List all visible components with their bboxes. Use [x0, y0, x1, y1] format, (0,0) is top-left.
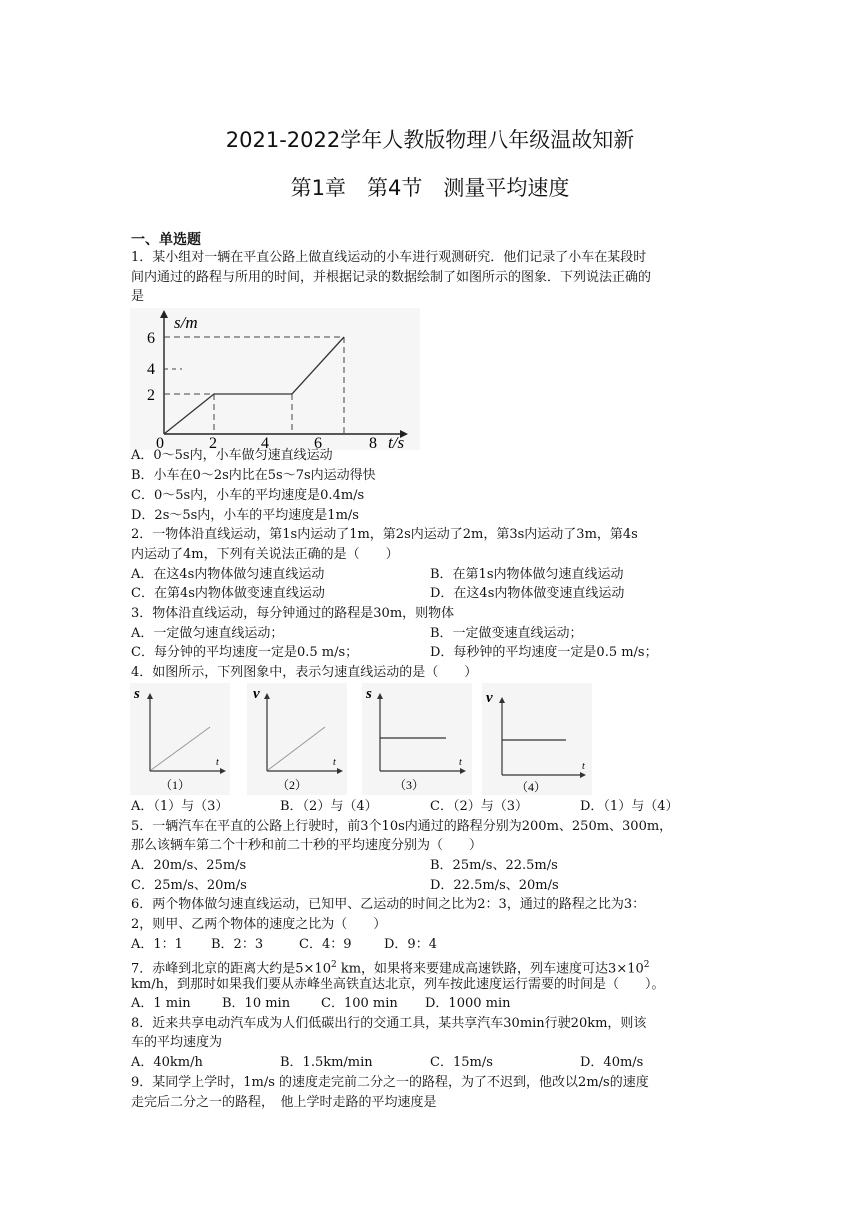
graph-4-caption: （4） — [516, 780, 547, 794]
q1-option-a: A．0～5s内，小车做匀速直线运动 — [131, 448, 333, 463]
q4-graph-3 — [362, 683, 472, 795]
q4-graph-4 — [482, 683, 592, 795]
q8-option-a: A．40km/h — [131, 1055, 203, 1070]
graph-2-caption: （2） — [277, 778, 308, 792]
q2-option-b: B．在第1s内物体做匀速直线运动 — [430, 567, 624, 582]
q2-option-c: C．在第4s内物体做变速直线运动 — [131, 586, 325, 601]
q8-line-2: 车的平均速度为 — [131, 1035, 223, 1050]
q5-option-d: D．22.5m/s、20m/s — [430, 878, 559, 893]
xtick-0: 0 — [156, 435, 164, 450]
q7-text-a: 7．赤峰到北京的距离大约是5×10 — [131, 961, 331, 977]
graph-1-xlabel: t — [216, 757, 219, 768]
q1-st-graph — [130, 308, 420, 450]
page-subtitle: 第1章 第4节 测量平均速度 — [290, 176, 570, 200]
q9-line-2: 走完后二分之一的路程， 他上学时走路的平均速度是 — [131, 1095, 437, 1110]
q3-option-b: B．一定做变速直线运动； — [430, 626, 583, 641]
q6-option-c: C．4：9 — [299, 937, 352, 952]
graph-1-ylabel: s — [134, 686, 140, 702]
q4-graph-2 — [247, 683, 347, 795]
q8-option-c: C．15m/s — [430, 1055, 493, 1070]
q7-option-c: C．100 min — [321, 996, 398, 1011]
graph-2-ylabel: v — [253, 686, 260, 702]
graph-2-xlabel: t — [333, 757, 336, 768]
graph-4-ylabel: v — [486, 690, 493, 706]
q3-option-a: A．一定做匀速直线运动； — [131, 626, 284, 641]
graph-3-ylabel: s — [366, 686, 372, 702]
xtick-6: 6 — [314, 435, 322, 450]
q4-option-b: B．（2）与（4） — [280, 799, 378, 814]
q8-line-1: 8．近来共享电动汽车成为人们低碳出行的交通工具，某共享汽车30min行驶20km，则该 — [131, 1016, 647, 1031]
q4-option-d: D．（1）与（4） — [580, 799, 679, 814]
q2-option-a: A．在这4s内物体做匀速直线运动 — [131, 567, 325, 582]
q6-option-a: A．1：1 — [131, 937, 183, 952]
q1-option-b: B．小车在0～2s内比在5s～7s内运动得快 — [131, 468, 376, 483]
xtick-2: 2 — [209, 435, 217, 450]
q1-line-1: 1．某小组对一辆在平直公路上做直线运动的小车进行观测研究．他们记录了小车在某段时 — [131, 250, 647, 265]
ytick-2: 2 — [147, 387, 155, 404]
q3-option-d: D．每秒钟的平均速度一定是0.5 m/s； — [430, 645, 658, 660]
page-title: 2021-2022学年人教版物理八年级温故知新 — [225, 128, 635, 152]
q8-option-b: B．1.5km/min — [280, 1055, 373, 1070]
q1-xlabel: t/s — [388, 433, 405, 450]
q3-option-c: C．每分钟的平均速度一定是0.5 m/s； — [131, 645, 359, 660]
q4-line-1: 4．如图所示，下列图象中，表示匀速直线运动的是（ ） — [131, 665, 478, 680]
q7-option-b: B．10 min — [222, 996, 291, 1011]
xtick-4: 4 — [261, 435, 269, 450]
xtick-8: 8 — [369, 435, 377, 450]
q5-line-1: 5．一辆汽车在平直的公路上行驶时，前3个10s内通过的路程分别为200m、250m、300m， — [131, 819, 673, 834]
q4-option-a: A．（1）与（3） — [131, 799, 229, 814]
graph-1-caption: （1） — [160, 778, 191, 792]
q5-option-c: C．25m/s、20m/s — [131, 878, 247, 893]
q2-option-d: D．在这4s内物体做变速直线运动 — [430, 586, 625, 601]
q7-text-b: km，如果将来要建成高速铁路，列车速度可达3×10 — [336, 961, 644, 977]
q5-line-2: 那么该辆车第二个十秒和前二十秒的平均速度分别为（ ） — [131, 838, 483, 853]
q7-line-2: km/h，到那时如果我们要从赤峰坐高铁直达北京，列车按此速度运行需要的时间是（ ）。 — [131, 977, 665, 992]
q7-sup-1: 2 — [330, 960, 337, 970]
q1-line-3: 是 — [131, 289, 145, 304]
q2-line-1: 2．一物体沿直线运动，第1s内运动了1m，第2s内运动了2m，第3s内运动了3m，第4s — [131, 527, 638, 542]
q7-sup-2: 2 — [643, 960, 650, 970]
q4-graph-1 — [130, 683, 230, 795]
q5-option-b: B．25m/s、22.5m/s — [430, 858, 558, 873]
q9-line-1: 9．某同学上学时，1m/s 的速度走完前二分之一的路程，为了不迟到，他改以2m/s的速度 — [131, 1075, 649, 1090]
ytick-4: 4 — [147, 361, 155, 378]
q7-option-a: A．1 min — [131, 996, 191, 1011]
graph-4-xlabel: t — [582, 761, 585, 772]
q1-ylabel: s/m — [174, 313, 198, 332]
graph-3-caption: （3） — [394, 778, 425, 792]
ytick-6: 6 — [147, 330, 155, 347]
q4-option-c: C．（2）与（3） — [430, 799, 528, 814]
q5-option-a: A．20m/s、25m/s — [131, 858, 247, 873]
q8-option-d: D．40m/s — [580, 1055, 644, 1070]
q6-option-d: D．9：4 — [384, 937, 437, 952]
q1-line-2: 间内通过的路程与所用的时间，并根据记录的数据绘制了如图所示的图象．下列说法正确的 — [131, 270, 652, 285]
section-heading: 一、单选题 — [131, 232, 201, 248]
q6-line-2: 2，则甲、乙两个物体的速度之比为（ ） — [131, 917, 387, 932]
q1-option-d: D．2s～5s内，小车的平均速度是1m/s — [131, 508, 359, 523]
q2-line-2: 内运动了4m，下列有关说法正确的是（ ） — [131, 547, 399, 562]
q1-option-c: C．0～5s内，小车的平均速度是0.4m/s — [131, 488, 365, 503]
q7-line-1 — [131, 956, 650, 978]
graph-3-xlabel: t — [459, 757, 462, 768]
q6-option-b: B．2：3 — [211, 937, 264, 952]
q3-line-1: 3．物体沿直线运动，每分钟通过的路程是30m，则物体 — [131, 606, 455, 621]
q6-line-1: 6．两个物体做匀速直线运动，已知甲、乙运动的时间之比为2：3，通过的路程之比为3： — [131, 897, 646, 912]
q7-option-d: D．1000 min — [425, 996, 511, 1011]
